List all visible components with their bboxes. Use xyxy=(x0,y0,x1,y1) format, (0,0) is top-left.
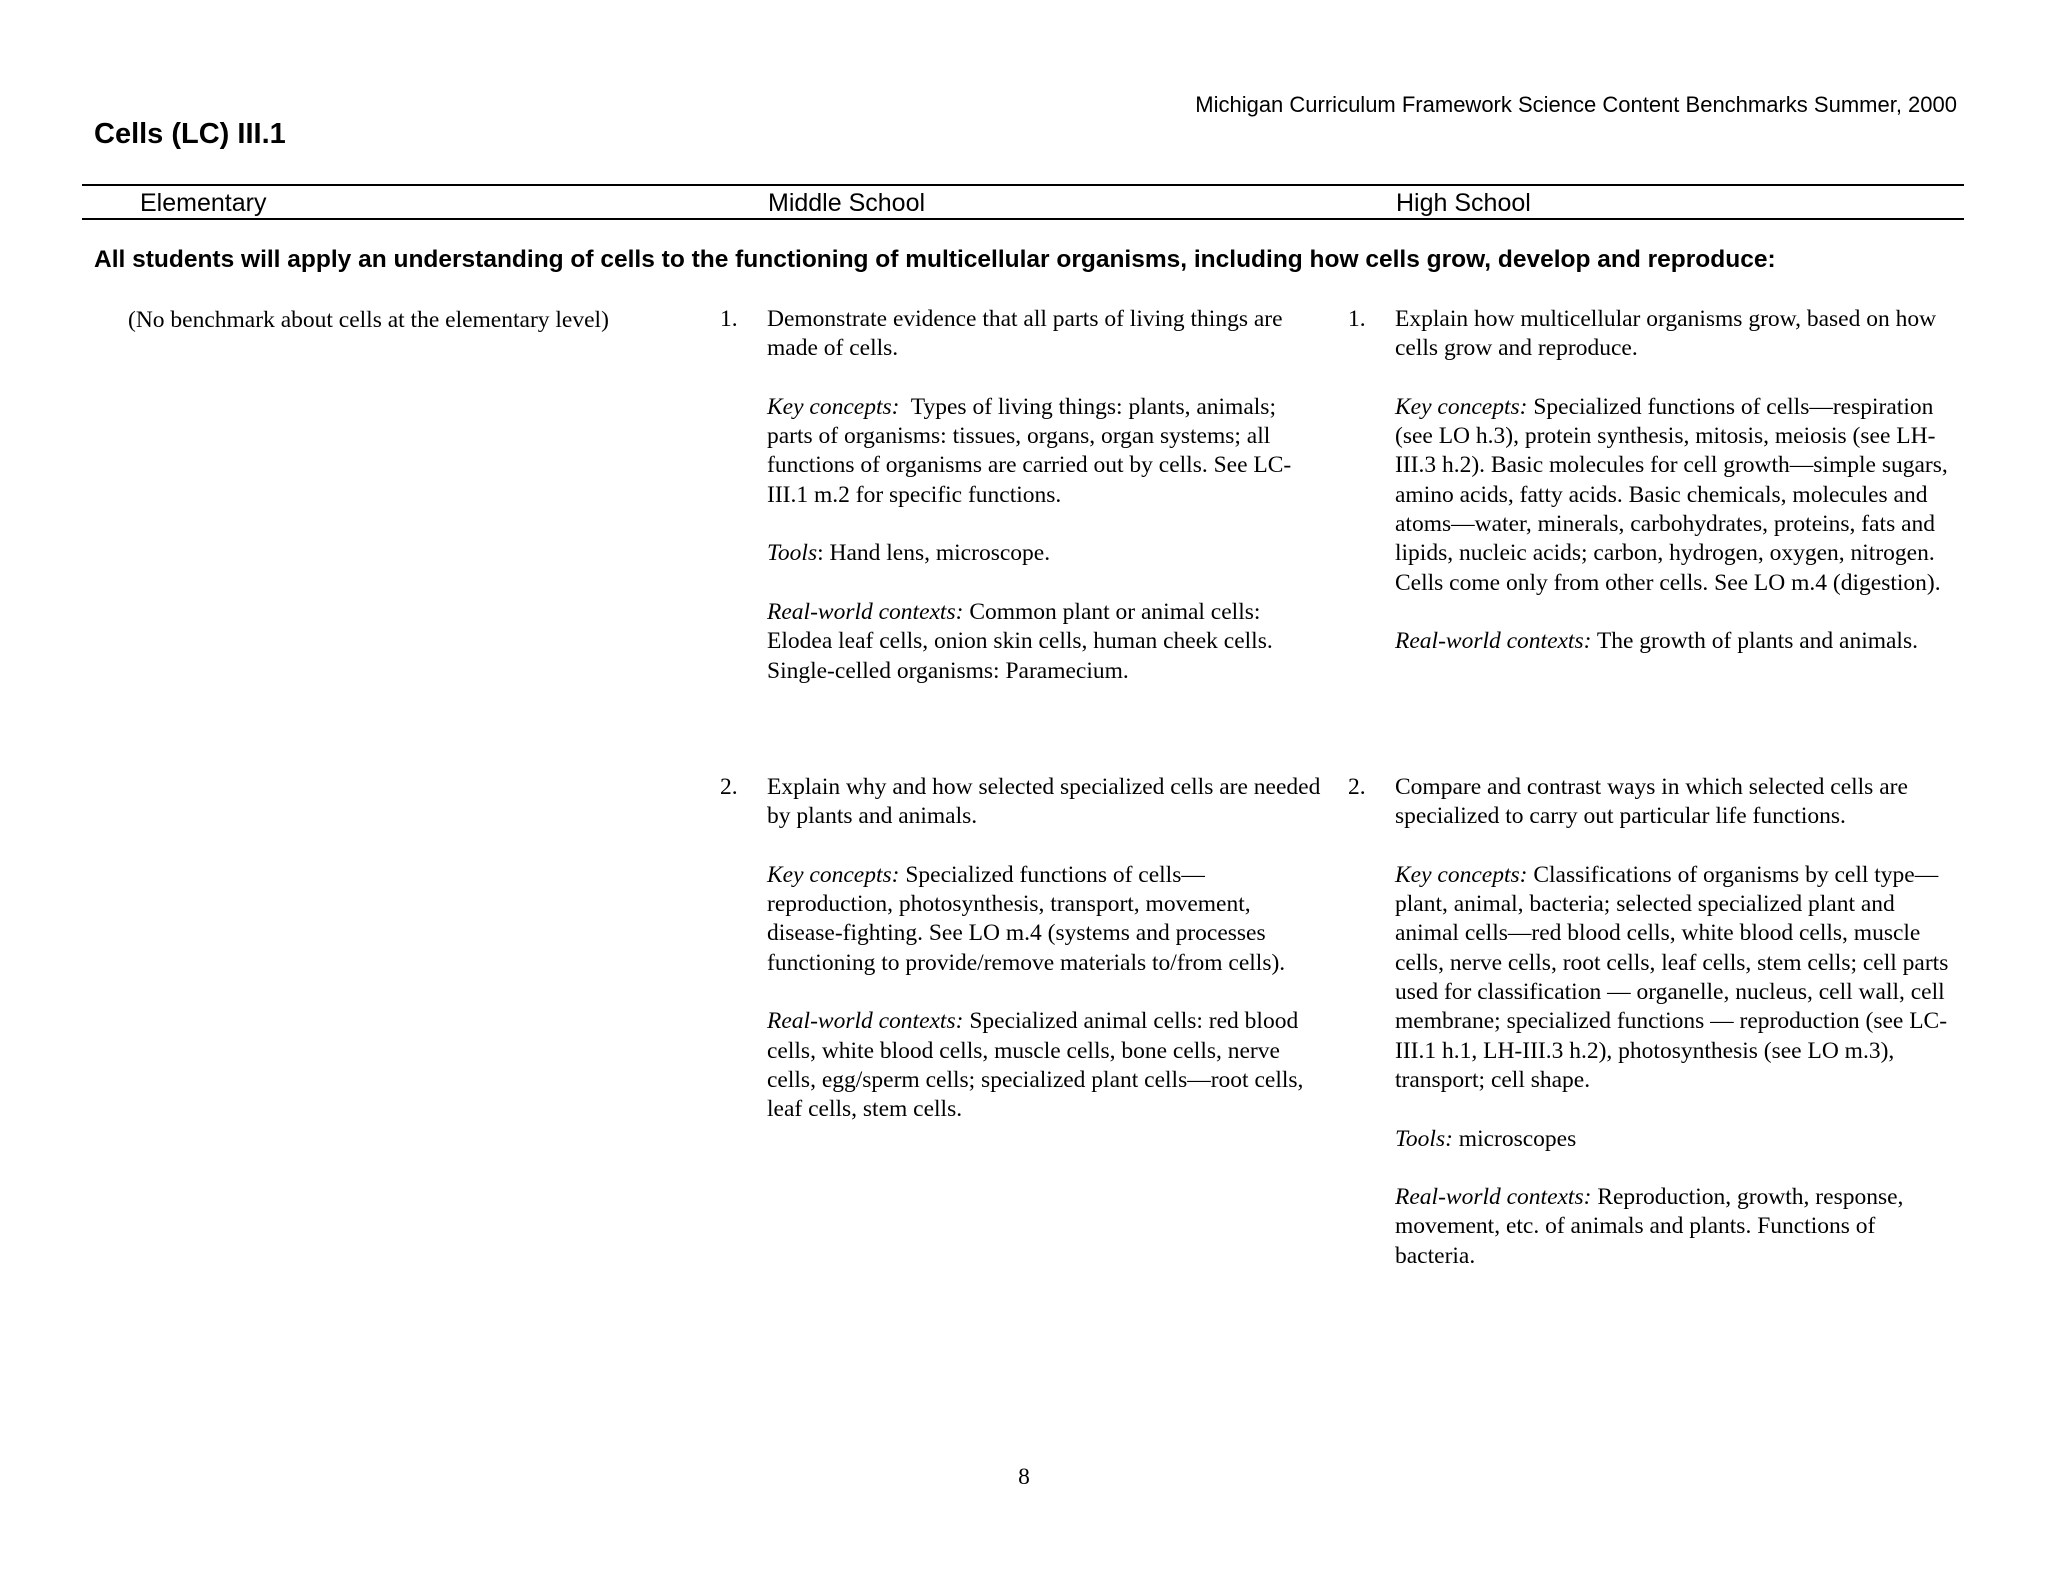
contexts-label: Real-world contexts: xyxy=(1395,628,1592,655)
key-concepts-label: Key concepts: xyxy=(767,393,900,420)
key-concepts-text: Specialized functions of cells—respiration (see LO h.3), protein synthesis, mitosis, meiosis (see LH-III.3 h.2). Basic molecules for cell growth—simple sugars, amino acids, fatty acids. Basic chemicals, molecules and atoms—water, minerals, carbohydrates, proteins, fats and lipids, nucleic acids; carbon, hydrogen, oxygen, nitrogen. Cells come only from other cells. See LO m.4 (digestion). xyxy=(1395,393,1948,596)
standard-statement: All students will apply an understanding of cells to the functioning of multicellular organisms, including how cells grow, develop and reproduce: xyxy=(94,246,1776,273)
grade-label-elementary: Elementary xyxy=(140,189,267,217)
key-concepts-label: Key concepts: xyxy=(1395,393,1528,420)
grade-band-header xyxy=(82,184,1964,220)
document-source-header: Michigan Curriculum Framework Science Content Benchmarks Summer, 2000 xyxy=(1195,92,1957,117)
key-concepts xyxy=(767,861,1327,978)
grade-label-middle-school: Middle School xyxy=(768,189,926,217)
contexts-label: Real-world contexts: xyxy=(767,598,964,625)
tools-text: : Hand lens, microscope. xyxy=(817,540,1051,567)
real-world-contexts xyxy=(1395,627,1955,656)
contexts-text: The growth of plants and animals. xyxy=(1596,628,1918,655)
real-world-contexts xyxy=(767,1007,1327,1124)
tools-label: Tools: xyxy=(1395,1125,1453,1152)
contexts-text: Common plant or animal cells: Elodea leaf cells, onion skin cells, human cheek cells. Single-celled organisms: Paramecium. xyxy=(767,598,1273,684)
benchmark-statement: Compare and contrast ways in which selected cells are specialized to carry out particular life functions. xyxy=(1395,774,1908,830)
benchmark-statement: Explain why and how selected specialized cells are needed by plants and animals. xyxy=(767,774,1321,830)
key-concepts-label: Key concepts: xyxy=(767,861,900,888)
elementary-note: (No benchmark about cells at the elementary level) xyxy=(128,307,609,333)
real-world-contexts xyxy=(1395,1183,1955,1271)
benchmark-number: 1. xyxy=(1348,306,1366,332)
benchmark-number: 2. xyxy=(1348,774,1366,800)
benchmark-statement: Demonstrate evidence that all parts of living things are made of cells. xyxy=(767,306,1283,362)
grade-label-high-school: High School xyxy=(1396,189,1531,217)
key-concepts-text: Types of living things: plants, animals; parts of organisms: tissues, organs, organ systems; all functions of organisms are carried out by cells. See LC-III.1 m.2 for specific functions. xyxy=(767,393,1292,508)
benchmark-statement: Explain how multicellular organisms grow, based on how cells grow and reproduce. xyxy=(1395,306,1937,362)
key-concepts xyxy=(1395,861,1955,1095)
key-concepts-text: Classifications of organisms by cell type—plant, animal, bacteria; selected specialized plant and animal cells—red blood cells, white blood cells, muscle cells, nerve cells, root cells, leaf cells, stem cells; cell parts used for classification — organelle, nucleus, cell wall, cell membrane; specialized functions — reproduction (see LC-III.1 h.1, LH-III.3 h.2), photosynthesis (see LO m.3), transport; cell shape. xyxy=(1395,861,1949,1093)
tools-text: microscopes xyxy=(1458,1125,1577,1152)
contexts-label: Real-world contexts: xyxy=(1395,1184,1592,1211)
contexts-text: Reproduction, growth, response, movement, etc. of animals and plants. Functions of bacteria. xyxy=(1395,1184,1904,1269)
key-concepts-label: Key concepts: xyxy=(1395,861,1528,888)
contexts-text: Specialized animal cells: red blood cells, white blood cells, muscle cells, bone cells, nerve cells, egg/sperm cells; specialized plant cells—root cells, leaf cells, stem cells. xyxy=(767,1008,1304,1123)
benchmark-number: 2. xyxy=(720,774,738,800)
tools xyxy=(767,539,1327,568)
page-number: 8 xyxy=(1018,1464,1030,1490)
tools-label: Tools xyxy=(767,540,818,567)
benchmark-number: 1. xyxy=(720,306,738,332)
real-world-contexts xyxy=(767,598,1327,686)
key-concepts-text: Specialized functions of cells—reproduction, photosynthesis, transport, movement, disease-fighting. See LO m.4 (systems and processes functioning to provide/remove materials to/from cells). xyxy=(767,861,1286,976)
key-concepts xyxy=(767,393,1327,510)
tools xyxy=(1395,1125,1955,1154)
contexts-label: Real-world contexts: xyxy=(767,1008,964,1035)
page-title: Cells (LC) III.1 xyxy=(94,118,286,150)
key-concepts xyxy=(1395,393,1955,598)
